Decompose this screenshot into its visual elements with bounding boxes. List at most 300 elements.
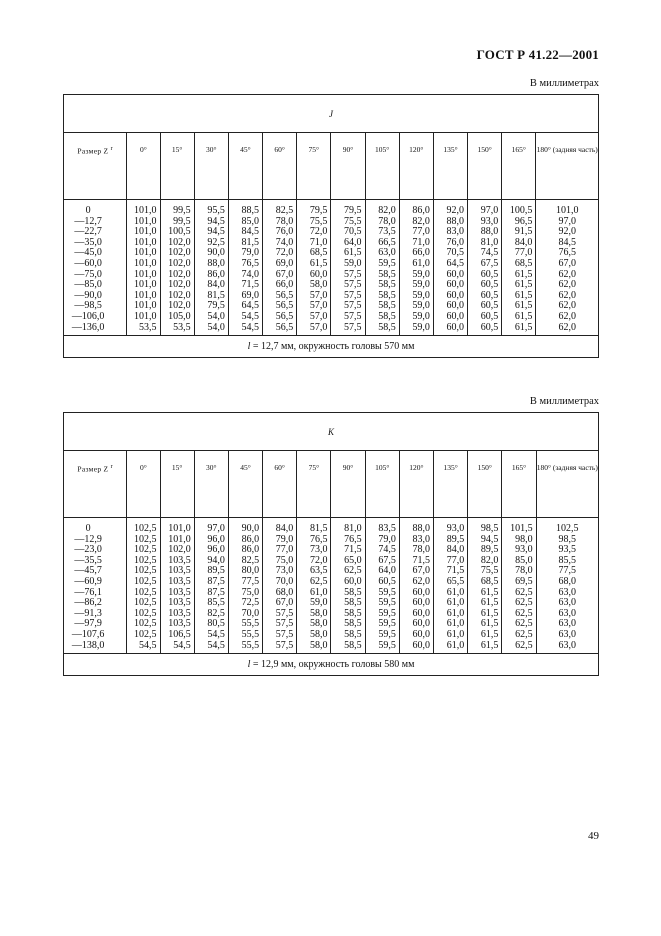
table-cell: 86,0 [241,533,260,545]
table-title: J [64,95,599,133]
table-cell: 72,5 [241,597,260,609]
table-cell: 87,5 [207,586,225,598]
table-cell: 61,0 [446,639,465,651]
angle-values-column [536,518,598,654]
column-header-label: 165° [511,145,526,154]
angle-values-column [228,200,262,336]
table-cell: 64,0 [344,236,362,248]
table-cell: 57,5 [344,268,362,280]
table-cell: 77,5 [558,565,577,577]
table-cell: 102,5 [134,554,157,566]
table-cell: —60,9 [74,575,102,587]
table-cell: 61,0 [412,257,430,269]
angle-values-column [160,200,194,336]
table-cell: 74,5 [480,247,499,259]
table-cell: 60,0 [412,607,431,619]
table-cell: 56,5 [275,300,294,312]
column-header-label: 90° [342,463,354,472]
table-cell: 60,0 [412,586,431,598]
table-cell: 60,0 [412,597,431,609]
z-superscript: r [110,146,113,152]
table-cell: 62,0 [558,289,576,301]
table-cell: 78,0 [515,565,533,577]
column-header-angle [536,451,598,518]
table-cell: 63,0 [558,628,577,640]
table-cell: 80,0 [241,565,260,577]
table-cell: 101,0 [555,205,579,216]
table-cell: 60,0 [446,279,465,291]
table-cell: 63,0 [558,607,577,619]
table-cell: —90,0 [74,289,102,301]
table-cell: 101,0 [168,533,191,545]
table-cell: 102,5 [134,618,157,630]
table-cell: 72,0 [275,247,294,259]
table-cell: 60,0 [446,321,465,333]
table-cell: 81,5 [309,523,328,534]
table-cell: 54,0 [207,310,225,322]
table-cell: 84,0 [514,236,533,248]
table-cell: —107,6 [71,628,105,640]
table-cell: 96,5 [514,215,533,227]
table-cell: 103,5 [168,575,191,587]
table-cell: 77,0 [275,544,294,556]
angle-values-column [468,200,502,336]
table-cell: 55,5 [241,639,260,651]
column-header-label: Размер Z [77,146,109,156]
table-cell: 82,0 [378,205,396,216]
table-cell: 75,0 [275,554,294,566]
table-cell: 80,5 [207,618,225,630]
column-header-label: 15° [171,463,183,472]
column-header-angle [365,451,399,518]
table-cell: 54,5 [207,628,225,640]
table-cell: 82,5 [241,554,260,566]
table-cell: 71,5 [412,554,431,566]
table-cell: 73,0 [309,544,328,556]
table-cell: 61,5 [514,289,533,301]
z-superscript: r [110,464,113,470]
table-cell: 54,5 [207,639,225,651]
table-cell: 54,5 [241,310,260,322]
table-cell: 85,0 [515,554,533,566]
table-title: K [64,413,599,451]
table-cell: 57,5 [275,639,294,651]
table-cell: 65,0 [344,554,362,566]
table-cell: 63,0 [558,586,577,598]
table-cell: 76,0 [446,236,465,248]
table-cell: 98,5 [480,523,499,534]
angle-values-column [160,518,194,654]
table-cell: 57,5 [344,300,362,312]
table-cell: 102,5 [134,607,157,619]
table-cell: 103,5 [168,597,191,609]
z-values-column [64,518,127,654]
table-cell: 89,5 [207,565,225,577]
table-cell: 101,0 [168,523,191,534]
table-cell: 58,0 [309,279,328,291]
table-cell: 64,0 [378,565,396,577]
table-cell: 66,0 [275,279,294,291]
column-header-label: 45° [240,145,251,154]
column-header-angle [297,451,331,518]
table-cell: 62,5 [515,628,533,640]
angle-values-column [331,518,365,654]
table-cell: 102,0 [168,544,191,556]
table-cell: 73,0 [275,565,294,577]
table-cell: 60,0 [412,618,431,630]
column-header-label: 75° [308,145,320,154]
table-cell: 61,0 [446,586,465,598]
table-cell: 69,0 [241,289,260,301]
table-cell: 93,5 [558,544,577,556]
table-cell: 54,5 [139,639,157,651]
table-cell: —12,9 [74,533,102,545]
table-cell: 101,0 [134,205,157,216]
column-header-angle [331,451,365,518]
table-cell: 57,5 [275,618,294,630]
table-cell: 59,0 [412,289,430,301]
table-cell: —76,1 [74,586,102,598]
angle-values-column [536,200,599,336]
table-cell: 60,5 [480,310,499,322]
table-cell: 61,5 [514,268,533,280]
table-cell: 60,5 [480,268,499,280]
table-cell: 88,0 [412,523,431,534]
table-cell: 61,5 [480,586,499,598]
table-cell: 79,5 [344,205,362,216]
table-cell: 67,5 [480,257,499,269]
table-cell: 95,5 [207,205,225,216]
table-cell: —106,0 [71,310,105,322]
column-header-label: 165° [511,463,527,472]
table-cell: 101,0 [134,279,157,291]
table-cell: 75,5 [480,565,499,577]
table-cell: 59,0 [412,321,430,333]
angle-values-column [127,518,160,654]
table-cell: 93,0 [480,215,499,227]
table-cell: 58,5 [344,639,362,651]
table-cell: 58,0 [309,628,328,640]
table-cell: 60,0 [309,268,328,280]
table-cell: 83,0 [446,226,465,238]
table-cell: 106,5 [168,628,191,640]
table-cell: 59,0 [412,268,430,280]
table-cell: 102,0 [168,257,191,269]
table-cell: 61,0 [446,607,465,619]
table-cell: 102,5 [134,628,157,640]
table-cell: 102,5 [134,544,157,556]
table-cell: 61,5 [480,597,499,609]
table-cell: 62,5 [309,575,328,587]
table-cell: 82,5 [275,205,294,216]
table-cell: 58,5 [378,300,396,312]
table-cell: 94,5 [480,533,499,545]
table-cell: 76,5 [309,533,328,545]
table-cell: 102,0 [168,289,191,301]
table-cell: 71,5 [241,279,260,291]
table-cell: 58,5 [378,289,396,301]
table-cell: 96,0 [207,533,225,545]
table-cell: 79,0 [275,533,294,545]
table-cell: 76,5 [558,247,576,259]
table-cell: —98,5 [74,300,102,312]
column-header-z [64,133,127,200]
table-cell: 65,5 [446,575,465,587]
table-cell: 99,5 [173,215,191,227]
table-cell: 71,0 [412,236,430,248]
table-cell: 84,5 [241,226,260,238]
table-cell: —75,0 [74,268,102,280]
table-cell: 99,5 [173,205,191,216]
table-cell: 71,5 [446,565,465,577]
table-cell: 75,5 [344,215,362,227]
table-cell: 74,0 [241,268,260,280]
angle-values-column [263,518,297,654]
table-cell: 62,5 [515,607,533,619]
column-header-angle [536,133,599,200]
table-cell: —45,7 [74,565,102,577]
table-cell: 97,0 [480,205,499,216]
footer-symbol-l: l [247,659,251,671]
column-header-z [64,451,127,518]
table-cell: 94,0 [207,554,225,566]
table-cell: 68,5 [309,247,328,259]
table-cell: 72,0 [309,554,328,566]
table-cell: —86,2 [74,597,102,609]
column-header-angle [502,451,536,518]
table-cell: 81,0 [344,523,362,534]
column-header-angle [228,133,262,200]
table-cell: 98,5 [558,533,577,545]
angle-values-column [399,518,433,654]
table-cell: 102,5 [134,586,157,598]
footer-text: = 12,9 мм, окружность головы 580 мм [250,659,415,671]
table-cell: 58,0 [309,639,328,651]
angle-values-column [194,518,228,654]
table-cell: 56,5 [275,310,294,322]
table-cell: 61,0 [309,586,328,598]
table-cell: 57,5 [344,289,362,301]
column-header-angle [433,133,467,200]
page-number: 49 [588,830,599,842]
table-cell: 82,5 [207,607,225,619]
table-cell: 89,5 [480,544,499,556]
table-cell: 56,5 [275,321,294,333]
table-cell: 59,0 [412,279,430,291]
table-cell: 60,0 [344,575,362,587]
column-header-angle [365,133,399,200]
table-cell: 58,5 [378,321,396,333]
angle-values-column [365,200,399,336]
table-cell: 57,0 [309,321,328,333]
table-cell: 66,5 [378,236,396,248]
table-cell: 86,0 [412,205,430,216]
table-footer [64,654,599,676]
table-cell: 62,5 [515,639,533,651]
table-cell: 86,0 [207,268,225,280]
table-cell: 88,5 [241,205,260,216]
table-cell: 75,0 [241,586,260,598]
angle-values-column [434,518,468,654]
z-values-column [64,200,127,336]
column-header-label: 0° [140,145,147,154]
table-cell: 102,5 [134,565,157,577]
footer-text: = 12,7 мм, окружность головы 570 мм [250,341,415,353]
table-cell: 84,0 [207,279,225,291]
column-header-label: 90° [342,145,354,154]
column-header-angle [127,451,160,518]
column-header-label: 0° [140,463,147,472]
table-cell: 62,5 [515,618,533,630]
table-cell: 77,0 [446,554,465,566]
table-cell: 60,0 [446,289,465,301]
column-header-label: 60° [274,463,285,472]
table-cell: 101,0 [134,257,157,269]
table-cell: 57,0 [309,310,328,322]
table-cell: 61,5 [309,257,328,269]
column-header-angle [434,451,468,518]
table-cell: 93,0 [515,544,533,556]
table-cell: 58,5 [344,618,362,630]
table-cell: 54,5 [241,321,260,333]
table-cell: —97,9 [74,618,102,630]
table-cell: 53,5 [173,321,191,333]
table-cell: 58,0 [309,618,328,630]
table-cell: 81,5 [241,236,260,248]
table-cell: 92,5 [207,236,225,248]
column-header-label: 60° [274,145,285,154]
table-cell: 103,5 [168,586,191,598]
column-header-label: 120° [409,145,424,154]
table-cell: 58,5 [344,597,362,609]
table-cell: —45,0 [74,247,102,259]
column-header-angle [399,451,433,518]
table-cell: 58,5 [344,586,362,598]
table-cell: 67,0 [275,268,294,280]
table-cell: 74,0 [275,236,294,248]
table-cell: 64,5 [446,257,465,269]
table-cell: 90,0 [207,247,225,259]
table-cell: 57,5 [275,628,294,640]
table-cell: 101,0 [134,226,157,238]
table-cell: 63,0 [558,618,577,630]
angle-values-column [331,200,365,336]
column-header-label: 120° [409,463,424,472]
table-cell: 102,5 [134,533,157,545]
table-cell: 100,5 [168,226,191,238]
table-cell: 97,0 [207,523,225,534]
table-cell: 58,5 [344,607,362,619]
table-cell: 77,0 [514,247,533,259]
table-cell: 59,5 [378,257,396,269]
column-header-angle [160,133,194,200]
table-cell: 101,0 [134,215,157,227]
table-cell: 102,5 [134,597,157,609]
table-cell: 74,5 [378,544,396,556]
table-cell: —91,3 [74,607,102,619]
table-cell: 84,0 [275,523,294,534]
table-cell: —12,7 [74,215,102,227]
column-header-label: 180° (задняя часть) [536,463,598,472]
table-cell: 60,5 [480,279,499,291]
table-cell: 103,5 [168,618,191,630]
table-cell: 102,5 [134,523,157,534]
table-cell: 101,0 [134,247,157,259]
table-cell: 63,0 [378,247,396,259]
table-cell: 68,5 [514,257,533,269]
table-cell: 81,0 [480,236,499,248]
table-cell: 53,5 [139,321,157,333]
column-header-label: 105° [374,145,390,154]
table-cell: 58,5 [378,268,396,280]
table-cell: 71,5 [344,544,362,556]
table-cell: —23,0 [74,544,102,556]
table-cell: 102,0 [168,268,191,280]
table-cell: 59,0 [412,300,430,312]
table-cell: 76,5 [344,533,362,545]
table-cell: 59,5 [378,639,396,651]
table-cell: 88,0 [207,257,225,269]
table-cell: 56,5 [275,289,294,301]
table-cell: 54,5 [173,639,191,651]
column-header-label: 150° [477,145,492,154]
angle-values-column [228,518,262,654]
table-cell: 79,5 [309,205,328,216]
table-cell: —22,7 [74,226,102,238]
table-cell: 85,5 [207,597,225,609]
table-cell: 102,0 [168,279,191,291]
table-cell: 70,5 [446,247,465,259]
table-cell: 105,0 [168,310,191,322]
column-header-angle [263,133,297,200]
table-cell: 59,5 [378,628,396,640]
table-cell: 102,5 [134,575,157,587]
column-header-label: 30° [206,145,217,154]
column-header-angle [468,451,502,518]
table-cell: 97,0 [558,215,576,227]
table-cell: 54,0 [207,321,225,333]
table-cell: 60,5 [480,300,499,312]
table-cell: 102,5 [556,523,579,534]
table-cell: 63,0 [558,597,577,609]
table-cell: 61,5 [480,607,499,619]
table-cell: 60,0 [412,639,431,651]
table-cell: 61,0 [446,597,465,609]
table-cell: 55,5 [241,618,260,630]
table-cell: 59,5 [378,618,396,630]
table-cell: 82,0 [480,554,499,566]
table-cell: 83,0 [412,533,431,545]
column-header-angle [263,451,297,518]
table-cell: 60,0 [446,310,465,322]
table-cell: 61,5 [480,618,499,630]
table-cell: 79,0 [378,533,396,545]
column-header-angle [194,451,228,518]
table-cell: 100,5 [509,205,533,216]
table-cell: 68,0 [558,575,577,587]
head-dimensions-table-k [63,412,599,676]
column-header-label: 150° [477,463,492,472]
table-cell: 60,5 [378,575,396,587]
table-cell: 101,5 [510,523,533,534]
table-cell: 67,0 [412,565,431,577]
table-cell: 62,5 [344,565,362,577]
column-header-angle [194,133,228,200]
column-header-label: 105° [375,463,390,472]
table-cell: 79,0 [241,247,260,259]
table-cell: 79,5 [207,300,225,312]
table-cell: 96,0 [207,544,225,556]
